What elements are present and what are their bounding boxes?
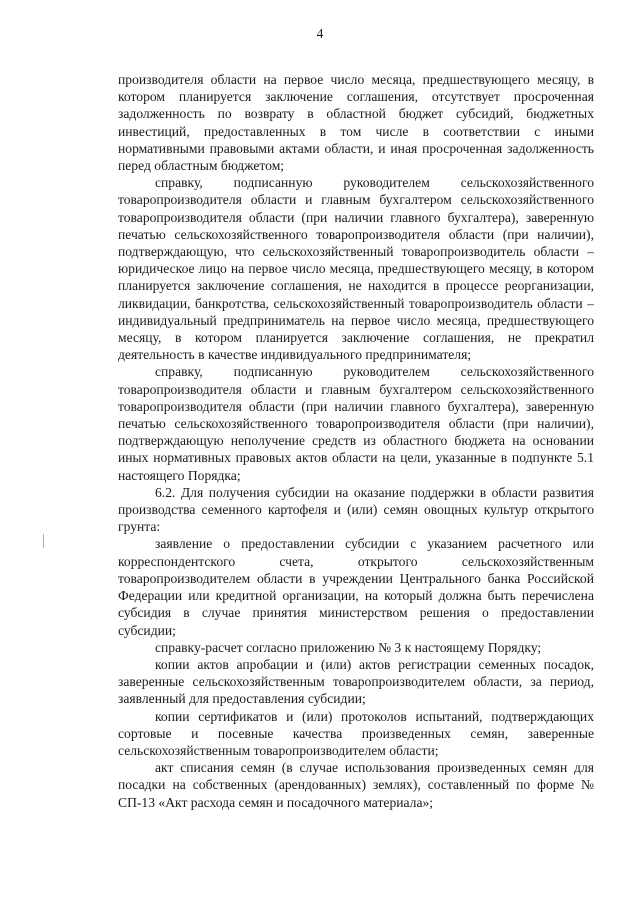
paragraph: акт списания семян (в случае использования произведенных семян для посадки на собственных (арендованных) землях), составленный по форме № СП-13 «Акт расхода семян и посадочного материала»; <box>118 760 594 810</box>
paragraph: справку-расчет согласно приложению № 3 к настоящему Порядку; <box>155 639 542 655</box>
paragraph: справку, подписанную руководителем сельскохозяйственного товаропроизводителя области и главным бухгалтером сельскохозяйственного товаропроизводителя области (при наличии главного бухгалтера), заверенную печатью сельскохозяйственного товаропроизводителя области (при наличии), подтверждающую, что сельскохозяйственный товаропроизводитель области – юридическое лицо на первое число месяца, предшествующего месяцу, в котором планируется заключение соглашения, не находится в процессе реорганизации, ликвидации, банкротства, сельскохозяйственный товаропроизводитель области – индивидуальный предприниматель на первое число месяца, предшествующего месяцу, в котором планируется заключение соглашения, не прекратил деятельность в качестве индивидуального предпринимателя; <box>118 175 594 363</box>
paragraph: 6.2. Для получения субсидии на оказание поддержки в области развития производства семенного картофеля и (или) семян овощных культур открытого грунта: <box>118 484 594 535</box>
paragraph: копии сертификатов и (или) протоколов испытаний, подтверждающих сортовые и посевные качества произведенных семян, заверенные сельскохозяйственным товаропроизводителем области; <box>118 708 594 758</box>
paragraph: производителя области на первое число месяца, предшествующего месяцу, в котором планируется заключение соглашения, отсутствует просроченная задолженность по возврату в областной бюджет субсидий, бюджетных инвестиций, предоставленных в том числе в соответствии с иными нормативными правовыми актами области, и иная просроченная задолженность перед областным бюджетом; <box>118 72 594 174</box>
paragraph: заявление о предоставлении субсидии с указанием расчетного или корреспондентского счета, открытого сельскохозяйственным товаропроизводителем области в учреждении Центрального банка Российской Федерации или кредитной организации, на который должна быть перечислена субсидия в случае принятия министерством решения о предоставлении субсидии; <box>118 536 594 638</box>
paragraph: копии актов апробации и (или) актов регистрации семенных посадок, заверенные сельскохозяйственным товаропроизводителем области, за период, заявленный для предоставления субсидии; <box>118 656 594 707</box>
margin-mark <box>43 534 44 548</box>
document-body <box>118 71 594 811</box>
page-number: 4 <box>316 26 324 41</box>
paragraph: справку, подписанную руководителем сельскохозяйственного товаропроизводителя области и главным бухгалтером сельскохозяйственного товаропроизводителя области (при наличии главного бухгалтера), заверенную печатью сельскохозяйственного товаропроизводителя области (при наличии), подтверждающую неполучение средств из областного бюджета на основании иных нормативных правовых актов области на цели, указанные в подпункте 5.1 настоящего Порядка; <box>118 364 594 483</box>
